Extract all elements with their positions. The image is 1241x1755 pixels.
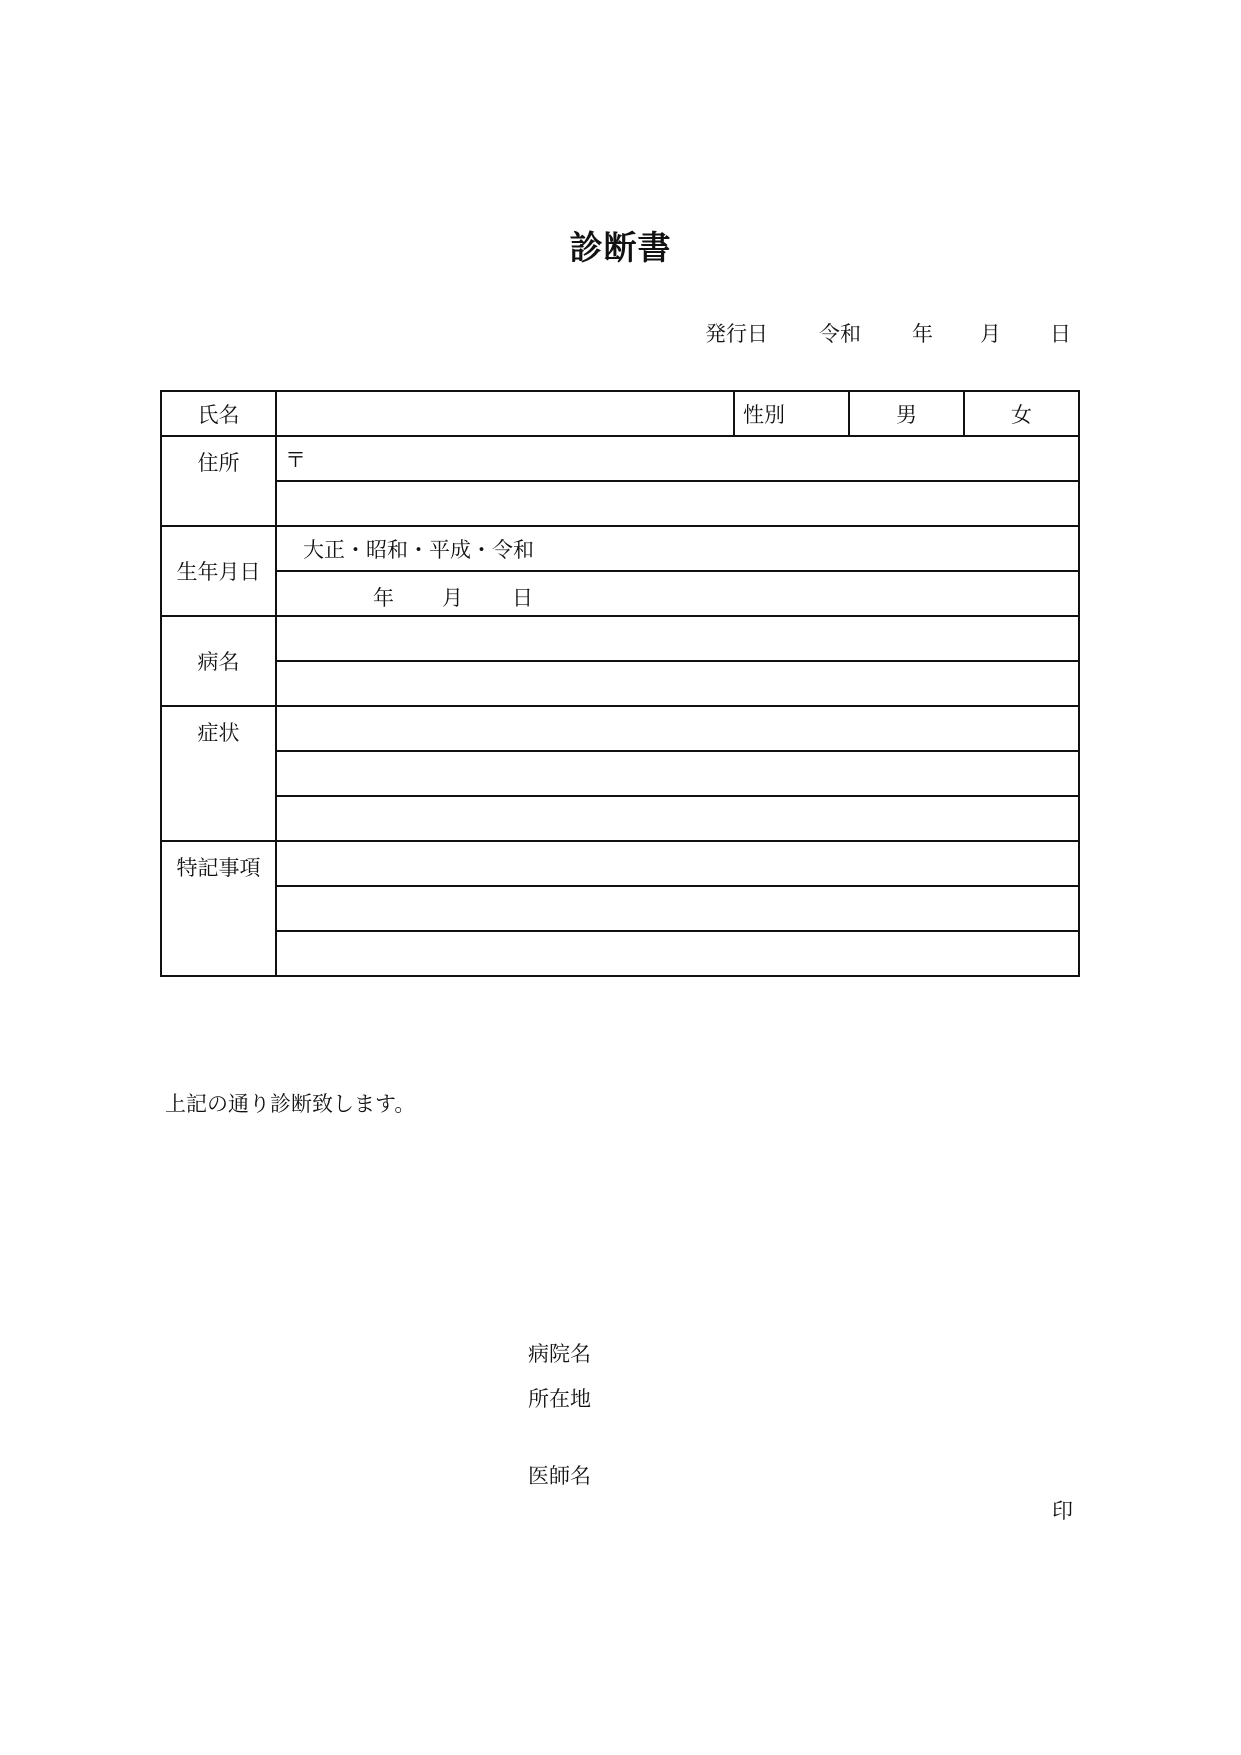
document-title: 診断書: [569, 228, 672, 267]
birth-era-options[interactable]: 大正・昭和・平成・令和: [276, 526, 1079, 571]
birth-day-label: 日: [512, 586, 533, 610]
symptom-row: [161, 706, 1079, 751]
birth-row: [161, 571, 1079, 616]
seal-mark: 印: [1052, 1499, 1073, 1523]
notes-field[interactable]: [276, 841, 1079, 886]
diagnosis-statement: 上記の通り診断致します。: [165, 1092, 416, 1116]
birth-year-label: 年: [373, 586, 394, 610]
issue-day-label: 日: [1050, 322, 1071, 346]
disease-row: [161, 661, 1079, 706]
disease-row: [161, 616, 1079, 661]
gender-male-option[interactable]: 男: [849, 391, 964, 436]
notes-field[interactable]: [276, 886, 1079, 931]
notes-label: 特記事項: [161, 841, 276, 976]
birth-month-label: 月: [442, 586, 463, 610]
disease-label: 病名: [161, 616, 276, 706]
gender-female-option[interactable]: 女: [964, 391, 1079, 436]
issue-era: 令和: [819, 322, 861, 346]
symptom-row: [161, 751, 1079, 796]
notes-row: [161, 886, 1079, 931]
address-row: [161, 436, 1079, 481]
birth-date-field[interactable]: [276, 571, 1079, 616]
birth-row: [161, 526, 1079, 571]
disease-field[interactable]: [276, 616, 1079, 661]
name-label: 氏名: [161, 391, 276, 436]
patient-form-table: [160, 390, 1080, 977]
notes-field[interactable]: [276, 931, 1079, 976]
symptom-label: 症状: [161, 706, 276, 841]
notes-row: [161, 841, 1079, 886]
doctor-name-label: 医師名: [528, 1464, 591, 1488]
issue-date-label: 発行日: [705, 322, 768, 346]
name-row: [161, 391, 1079, 436]
birth-date-label: 生年月日: [161, 526, 276, 616]
postal-code-field[interactable]: 〒: [276, 436, 1079, 481]
hospital-location-label: 所在地: [528, 1387, 591, 1411]
hospital-name-label: 病院名: [528, 1342, 591, 1366]
symptom-field[interactable]: [276, 706, 1079, 751]
issue-year-label: 年: [912, 322, 933, 346]
address-row: [161, 481, 1079, 526]
symptom-field[interactable]: [276, 751, 1079, 796]
symptom-field[interactable]: [276, 796, 1079, 841]
name-field[interactable]: [276, 391, 734, 436]
address-field[interactable]: [276, 481, 1079, 526]
issue-month-label: 月: [980, 322, 1001, 346]
disease-field[interactable]: [276, 661, 1079, 706]
address-label: 住所: [161, 436, 276, 526]
notes-row: [161, 931, 1079, 976]
symptom-row: [161, 796, 1079, 841]
gender-label: 性別: [734, 391, 849, 436]
